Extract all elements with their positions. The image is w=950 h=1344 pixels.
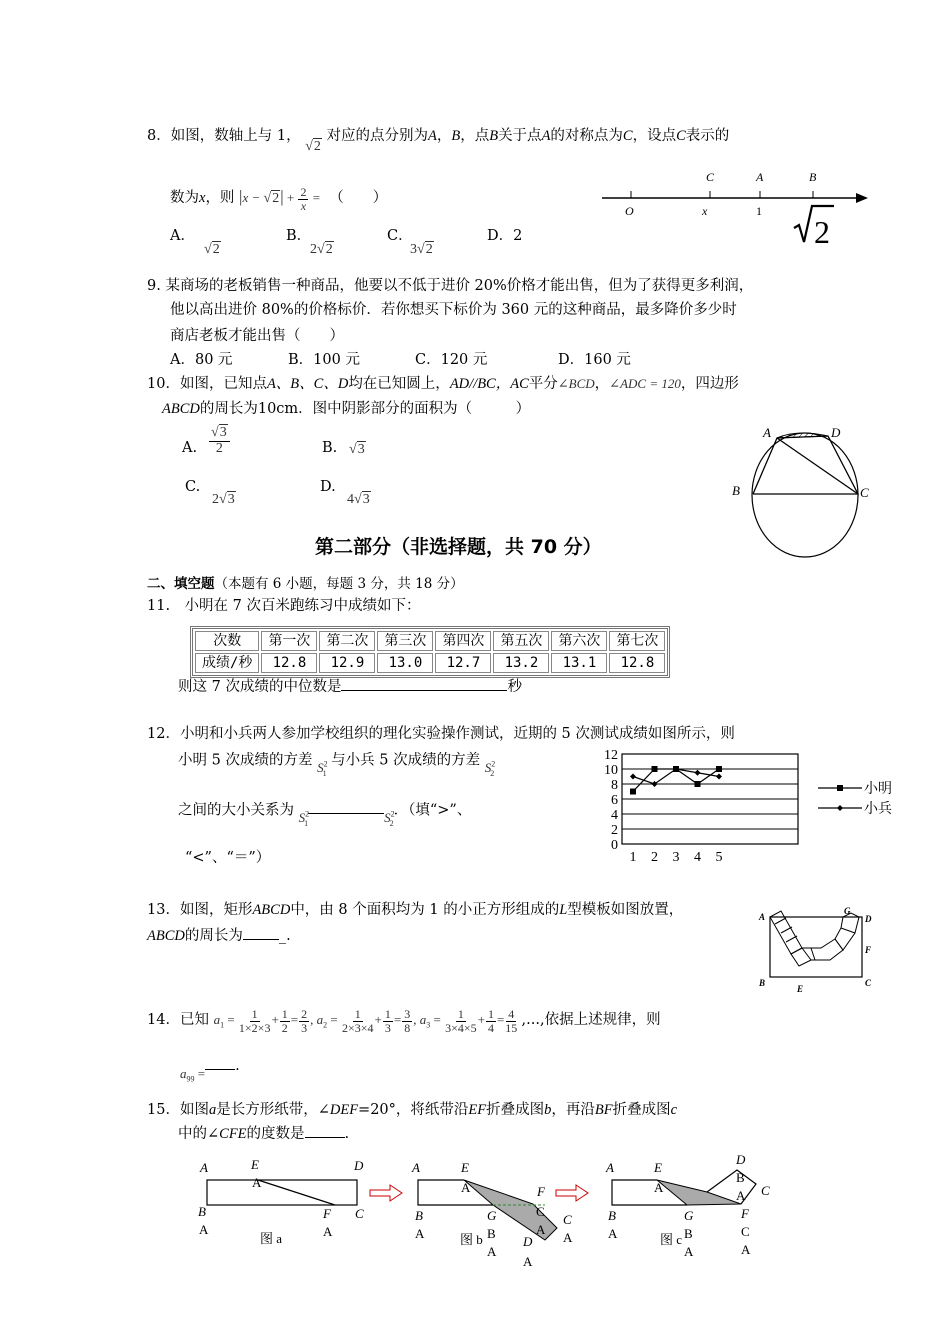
label-x: x (702, 204, 708, 218)
q8-option-c-value: 3√2 (410, 242, 433, 257)
q15-line1: 15．如图a是长方形纸带，∠DEF=20°，将纸带沿EF折叠成图b，再沿BF折叠成图c (147, 1102, 678, 1118)
chart-legend (818, 781, 892, 817)
table-cell: 第六次 (551, 631, 607, 651)
q13-line2: ABCD的周长为 _. (147, 928, 291, 944)
label-b: B (608, 1208, 616, 1223)
q10-line2: ABCD的周长为10cm．图中阴影部分的面积为（ ） (162, 401, 531, 417)
point-g: G (844, 906, 851, 916)
y-tick-label: 10 (604, 763, 618, 778)
x-tick-label: 3 (672, 850, 680, 865)
legend-marker-diamond (837, 805, 843, 811)
point-b: B (732, 483, 740, 498)
y-tick-label: 0 (611, 838, 618, 853)
caption-figure-c: 图 c (660, 1232, 683, 1247)
q8-line1: 8．如图，数轴上与 1， √2 对应的点分别为A，B，点B关于点A的对称点为C，设点C表示的 (147, 128, 730, 154)
table-cell: 12.8 (261, 653, 317, 673)
q15-line2: 中的∠CFE的度数是 . (178, 1126, 350, 1142)
q10-option-b-value: √3 (349, 442, 365, 457)
data-point-square (630, 789, 636, 795)
figure-a (198, 1157, 364, 1246)
q10-option-d: D. (320, 479, 336, 495)
figure-c (605, 1152, 770, 1259)
label-a-small: A (523, 1254, 533, 1269)
point-c: C (865, 978, 872, 988)
point-a: A (763, 425, 771, 440)
q14-line1: 14．已知 $a_1$ = $\frac{1}{1\times 2\times 3}$ + $\frac{1}{2}$ = $\frac{2}{3}$ , $a_2$ = $\frac{1}{2\times 3\times 4}$ + $\frac{1}{3}$ = $\frac{3}{8}$ , $a_3$ = $\frac{1}{3\times 4\times 5}$ + $\frac{1}{4}$ = $\frac{4}{15}$ ,...,依据上述规律，则 (147, 1007, 661, 1035)
answer-blank[interactable] (308, 803, 384, 814)
q8-option-a-value: √2 (204, 242, 220, 257)
label-c: C (355, 1206, 364, 1221)
label-c: C (706, 170, 715, 184)
chart-series (630, 766, 722, 795)
table-cell: 12.8 (609, 653, 665, 673)
q10-line1: 10．如图，已知点A、B、C、D均在已知圆上，AD//BC，AC平分∠BCD，∠ADC = 120，四边形 (147, 376, 739, 392)
arrow-icon (556, 1185, 588, 1201)
big-radical-value: 2 (814, 214, 830, 250)
folded-part (657, 1180, 741, 1205)
label-one: 1 (756, 204, 762, 218)
point-c: C (860, 485, 869, 500)
q13-line1: 13．如图，矩形ABCD中，由 8 个面积均为 1 的小正方形组成的L型模板如图放置， (147, 902, 684, 918)
chart-x-ticks (630, 850, 723, 865)
answer-blank[interactable] (205, 1059, 235, 1070)
label-a-small: A (199, 1222, 209, 1237)
q9-line1: 9. 某商场的老板销售一种商品，他要以不低于进价 20%价格才能出售，但为了获得更多利润， (147, 278, 754, 294)
table-cell: 13.0 (377, 653, 433, 673)
label-a-small: A (461, 1180, 471, 1195)
circle (752, 433, 858, 557)
chart-grid (622, 754, 798, 844)
table-cell: 13.1 (551, 653, 607, 673)
label-a-small: A (415, 1226, 425, 1241)
label-b-small: B (684, 1226, 693, 1241)
label-a-small: A (684, 1244, 694, 1259)
chart-y-ticks (604, 748, 618, 853)
q10-option-d-value: 4√3 (347, 492, 370, 507)
label-c: C (563, 1212, 572, 1227)
label-a-small: A (536, 1222, 546, 1237)
point-b: B (759, 978, 766, 988)
label-a-small: A (741, 1242, 751, 1257)
legend-label: 小兵 (864, 802, 892, 817)
q12-line4: “<”、“＝”） (185, 850, 271, 866)
label-d: D (523, 1234, 533, 1249)
q9-option-d: D．160 元 (558, 352, 631, 368)
label-b-small: B (487, 1226, 496, 1241)
table-cell: 12.9 (319, 653, 375, 673)
q10-option-c-value: 2√3 (212, 492, 235, 507)
q12-line-chart (592, 746, 902, 870)
label-g: G (487, 1208, 497, 1223)
answer-blank[interactable] (305, 1127, 345, 1138)
y-tick-label: 8 (611, 778, 618, 793)
q11-score-table (190, 626, 670, 678)
table-row (195, 631, 665, 651)
label-a-small: A (487, 1244, 497, 1259)
q10-option-a-value: $\frac{√3}{2}$ (208, 426, 231, 456)
l-template (770, 911, 859, 966)
label-b: B (198, 1204, 206, 1219)
label-a-small: A (736, 1188, 746, 1203)
q9-line2: 他以高出进价 80%的价格标价．若你想买下标价为 360 元的这种商品，最多降价多少时 (170, 302, 737, 318)
label-o: O (625, 204, 634, 218)
answer-blank[interactable] (341, 678, 507, 691)
label-e: E (654, 1160, 662, 1175)
q8-option-d: D．2 (487, 228, 523, 244)
x-tick-label: 5 (715, 850, 723, 865)
q10-circle-figure (725, 420, 885, 560)
q11-line1: 11. 小明在 7 次百米跑练习中成绩如下： (147, 598, 421, 614)
section-two-heading: 二、填空题（本题有 6 小题，每题 3 分，共 18 分） (147, 576, 464, 592)
table-cell: 成绩/秒 (195, 653, 259, 673)
x-tick-label: 1 (629, 850, 637, 865)
q9-option-b: B．100 元 (288, 352, 360, 368)
table-cell: 13.2 (493, 653, 549, 673)
label-a-small: A (608, 1226, 618, 1241)
q8-option-b-value: 2√2 (310, 242, 333, 257)
q10-option-a: A. (182, 440, 198, 456)
q10-option-b: B. (322, 440, 338, 456)
q8-option-a: A． (170, 228, 195, 244)
q12-line2: 小明 5 次成绩的方差 $S^2_1$ 与小兵 5 次成绩的方差 $S^2_2$ (178, 752, 496, 778)
q12-line3: 之间的大小关系为 $S^2_1$ $S^2_2$．（填“>”、 (178, 802, 472, 828)
label-a: A (200, 1160, 208, 1175)
label-f: F (537, 1184, 545, 1199)
series-line-square (633, 769, 719, 792)
q8-number-line-figure (598, 164, 878, 250)
data-point-square (716, 766, 722, 772)
table-cell: 次数 (195, 631, 259, 651)
label-d: D (736, 1152, 746, 1167)
answer-blank[interactable] (243, 929, 279, 940)
q9-option-c: C．120 元 (415, 352, 488, 368)
figure-b (411, 1160, 573, 1269)
table-cell: 第七次 (609, 631, 665, 651)
label-g: G (684, 1208, 694, 1223)
table-cell: 第一次 (261, 631, 317, 651)
table-cell: 第四次 (435, 631, 491, 651)
label-a-small: A (654, 1180, 664, 1195)
y-tick-label: 4 (611, 808, 618, 823)
number-line-arrow (856, 193, 868, 203)
label-e: E (461, 1160, 469, 1175)
q14-line2: $a_{99}$ = . (180, 1058, 240, 1084)
caption-figure-a: 图 a (260, 1231, 283, 1246)
fold-line-ef (258, 1180, 335, 1205)
point-d: D (831, 425, 841, 440)
q15-folding-figures (190, 1150, 790, 1272)
quadrilateral-abcd (753, 436, 858, 494)
q12-line1: 12．小明和小兵两人参加学校组织的理化实验操作测试，近期的 5 次测试成绩如图所示，则 (147, 726, 735, 742)
label-e: E (251, 1157, 259, 1172)
q8-formula: |x − √2| + $\frac{2}{x}$ = (239, 185, 321, 213)
diagonal-ac (777, 438, 858, 494)
sqrt-two: √2 (305, 139, 321, 154)
y-tick-label: 12 (604, 748, 618, 763)
part-two-title: 第二部分（非选择题，共 70 分） (315, 536, 602, 558)
q8-option-b: B． (286, 228, 312, 244)
l-right-arm (835, 913, 859, 950)
label-d: D (354, 1158, 364, 1173)
label-c-small: C (741, 1224, 750, 1239)
arrow-icon (370, 1185, 402, 1201)
q13-rectangle-figure (755, 900, 885, 994)
point-e: E (797, 984, 804, 994)
label-b: B (809, 170, 817, 184)
label-f: F (323, 1206, 331, 1221)
q8-option-c: C． (387, 228, 413, 244)
data-point-square (695, 781, 701, 787)
label-a-small: A (252, 1175, 262, 1190)
label-a-small: A (563, 1230, 573, 1245)
q14-formula: $a_1$ = $\frac{1}{1\times 2\times 3}$ + $\frac{1}{2}$ = $\frac{2}{3}$ , $a_2$ = $\frac{1}{2\times 3\times 4}$ + $\frac{1}{3}$ = $\frac{3}{8}$ , $a_3$ = $\frac{1}{3\times 4\times 5}$ + $\frac{1}{4}$ = $\frac{4}{15}$ (213, 1007, 518, 1035)
data-point-diamond (695, 770, 701, 776)
q11-answer-line: 则这 7 次成绩的中位数是 秒 (178, 679, 522, 695)
label-c: C (761, 1183, 770, 1198)
q8-line2: 数为x，则 |x − √2| + $\frac{2}{x}$ = （ ） (170, 185, 388, 213)
table-row (195, 653, 665, 673)
label-a: A (606, 1160, 614, 1175)
label-a: A (412, 1160, 420, 1175)
label-f: F (741, 1206, 749, 1221)
label-a-small: A (323, 1224, 333, 1239)
y-tick-label: 6 (611, 793, 618, 808)
data-point-diamond (630, 774, 636, 780)
table-cell: 第五次 (493, 631, 549, 651)
table-cell: 第三次 (377, 631, 433, 651)
strip-rectangle (207, 1180, 357, 1205)
label-a: A (756, 170, 764, 184)
data-point-diamond (716, 774, 722, 780)
x-tick-label: 4 (694, 850, 701, 865)
rectangle-abcd (770, 917, 862, 977)
point-d: D (865, 914, 872, 924)
legend-marker-square (837, 785, 843, 791)
point-f: F (865, 945, 872, 955)
q9-option-a: A．80 元 (170, 352, 233, 368)
y-tick-label: 2 (611, 823, 618, 838)
table-cell: 12.7 (435, 653, 491, 673)
label-c-small: C (536, 1204, 545, 1219)
caption-figure-b: 图 b (460, 1232, 483, 1247)
data-point-square (652, 766, 658, 772)
legend-label: 小明 (864, 782, 892, 797)
x-tick-label: 2 (651, 850, 658, 865)
q9-line3: 商店老板才能出售（ ） (170, 328, 344, 344)
label-b-small: B (736, 1170, 745, 1185)
table-cell: 第二次 (319, 631, 375, 651)
point-a: A (759, 912, 766, 922)
label-b: B (415, 1208, 423, 1223)
q10-option-c: C. (185, 479, 201, 495)
